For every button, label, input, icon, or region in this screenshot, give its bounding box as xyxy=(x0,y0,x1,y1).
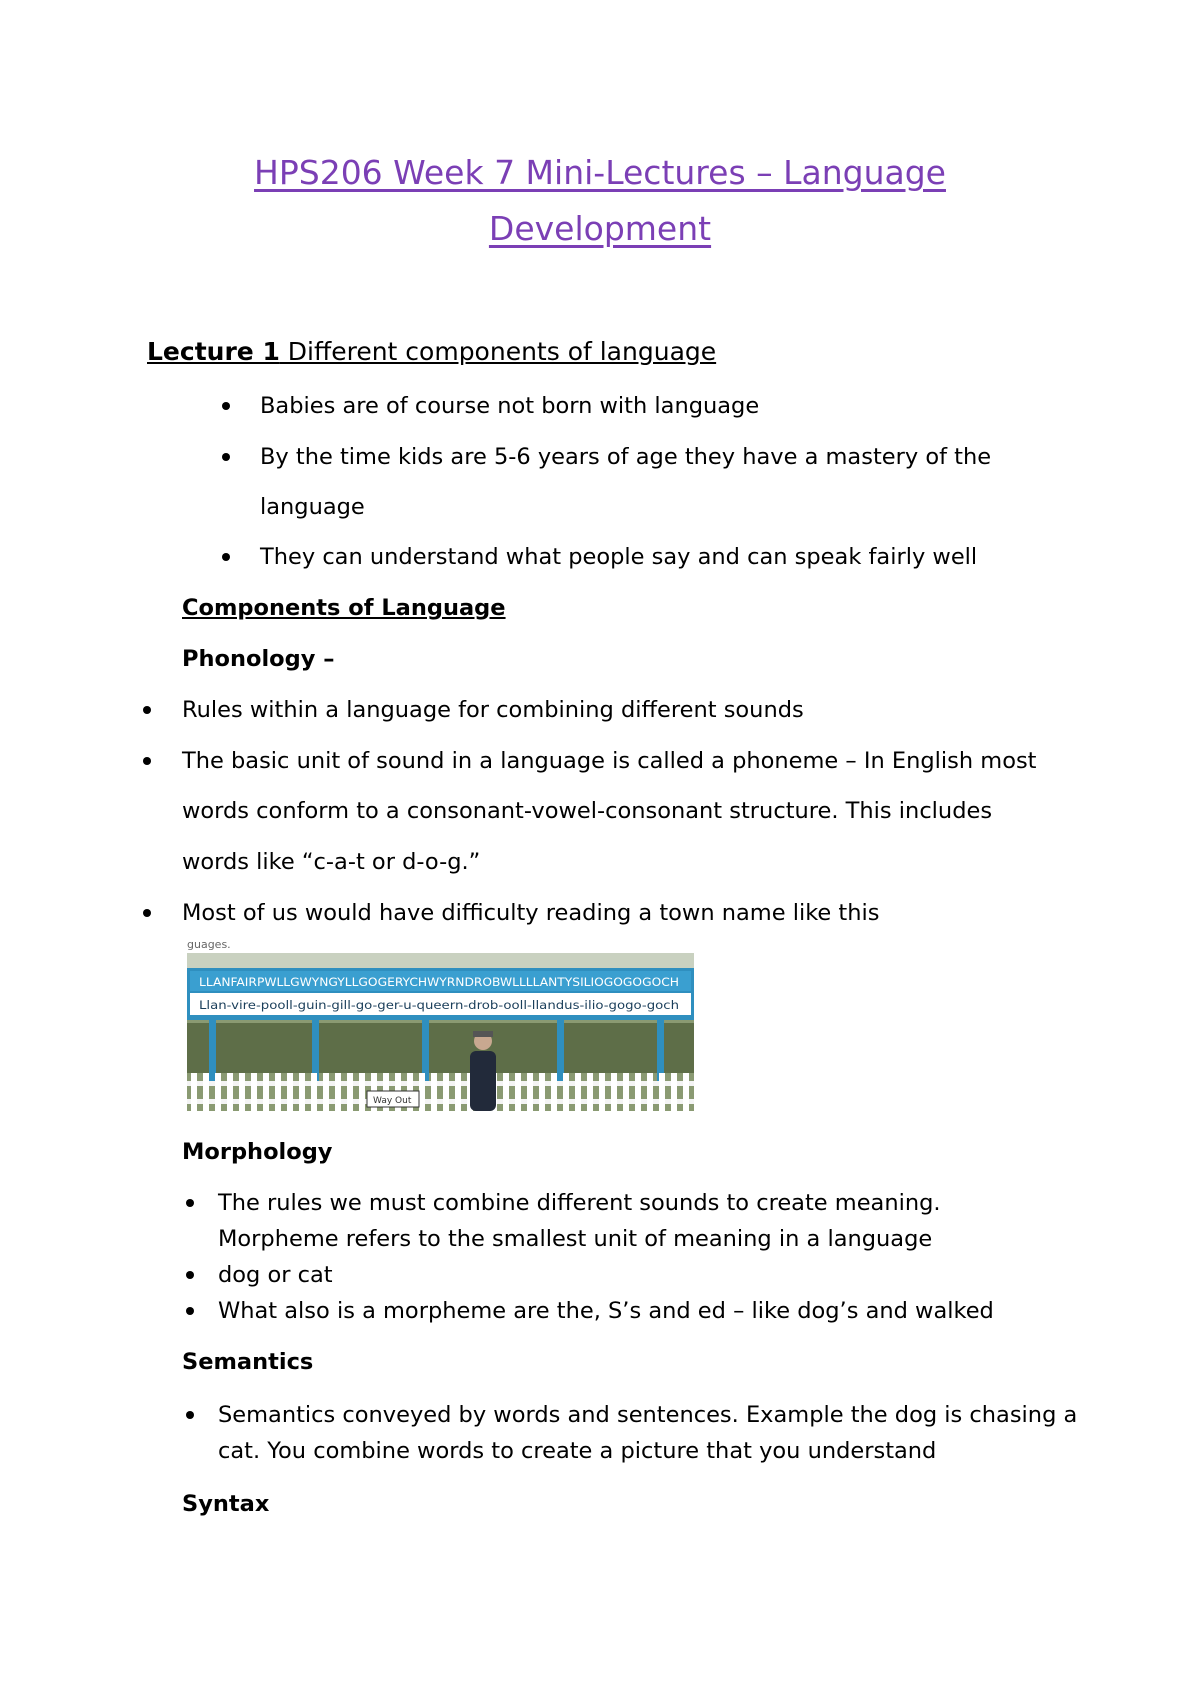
list-item: By the time kids are 5-6 years of age they have a mastery of the xyxy=(260,444,992,470)
list-item: Babies are of course not born with language xyxy=(260,393,760,419)
bullet-dot xyxy=(186,1307,194,1315)
station-sign-photo xyxy=(187,953,694,1111)
list-item-continuation: words like “c-a-t or d-o-g.” xyxy=(182,849,481,875)
bullet-dot xyxy=(222,453,230,461)
bullet-dot xyxy=(143,909,151,917)
phonology-heading: Phonology – xyxy=(182,646,335,672)
list-item: What also is a morpheme are the, S’s and ed – like dog’s and walked xyxy=(218,1298,994,1324)
syntax-heading: Syntax xyxy=(182,1491,270,1517)
semantics-heading: Semantics xyxy=(182,1349,314,1375)
image-caption-fragment: guages. xyxy=(187,938,231,950)
list-item: The rules we must combine different sounds to create meaning. xyxy=(218,1190,941,1216)
list-item-continuation: Morpheme refers to the smallest unit of meaning in a language xyxy=(218,1226,933,1252)
bullet-dot xyxy=(186,1411,194,1419)
list-item: The basic unit of sound in a language is called a phoneme – In English most xyxy=(182,748,1037,774)
lecture-topic: Different components of language xyxy=(279,337,717,366)
bullet-dot xyxy=(186,1199,194,1207)
lecture-label: Lecture 1 xyxy=(147,337,280,366)
page-title-line1: HPS206 Week 7 Mini-Lectures – Language xyxy=(254,153,946,192)
sign-line1: LLANFAIRPWLLGWYNGYLLGOGERYCHWYRNDROBWLLLLANTYSILIOGOGOGOCH xyxy=(199,976,679,989)
station-sign-illustration xyxy=(187,953,694,1111)
list-item-continuation: words conform to a consonant-vowel-consonant structure. This includes xyxy=(182,798,993,824)
bullet-dot xyxy=(222,553,230,561)
bullet-dot xyxy=(143,757,151,765)
bullet-dot xyxy=(222,402,230,410)
list-item-continuation: cat. You combine words to create a picture that you understand xyxy=(218,1438,937,1464)
list-item-continuation: language xyxy=(260,494,365,520)
platform-sign-text: Way Out xyxy=(373,1096,412,1106)
page-title-line2: Development xyxy=(488,209,712,248)
list-item: They can understand what people say and can speak fairly well xyxy=(260,544,978,570)
list-item: Most of us would have difficulty reading a town name like this xyxy=(182,900,880,926)
bullet-dot xyxy=(143,706,151,714)
morphology-heading: Morphology xyxy=(182,1139,333,1165)
lecture-heading xyxy=(147,334,716,370)
sign-line2: Llan-vire-pooll-guin-gill-go-ger-u-queern-drob-ooll-llandus-ilio-gogo-goch xyxy=(199,998,679,1012)
components-heading: Components of Language xyxy=(182,595,506,621)
list-item: dog or cat xyxy=(218,1262,333,1288)
list-item: Rules within a language for combining different sounds xyxy=(182,697,804,723)
bullet-dot xyxy=(186,1271,194,1279)
list-item: Semantics conveyed by words and sentences. Example the dog is chasing a xyxy=(218,1402,1078,1428)
